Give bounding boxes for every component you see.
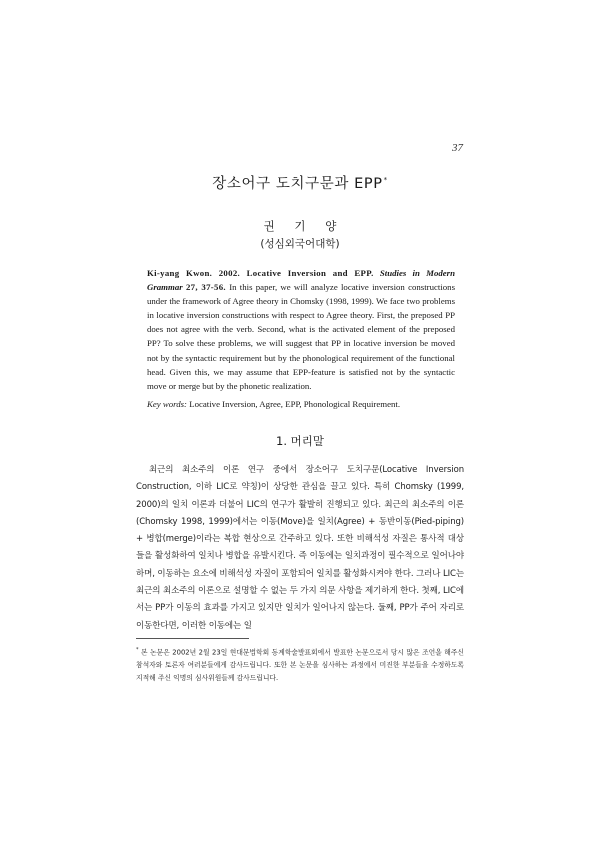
abstract-citation: Ki-yang Kwon. 2002. Locative Inversion and EPP. bbox=[147, 268, 374, 278]
author-affiliation: (성심외국어대학) bbox=[260, 238, 340, 250]
footnote-mark: * bbox=[136, 647, 139, 653]
footnote-text: 본 논문은 2002년 2월 23일 현대문법학회 동계학술발표회에서 발표한 논문으로서 당시 많은 조언을 해주신 참석자와 토론자 여러분들에게 감사드립니다. 또한 본 논문을 심사하는 과정에서 미진한 부분들을 수정하도록 지적해 주신 익명의 심사위원들께 감사드립니다. bbox=[136, 648, 464, 683]
title-text: 장소어구 도치구문과 EPP bbox=[212, 176, 383, 192]
keywords-text: Locative Inversion, Agree, EPP, Phonological Requirement. bbox=[189, 399, 401, 409]
footnote bbox=[136, 644, 464, 685]
keywords bbox=[147, 397, 455, 411]
abstract-text: In this paper, we will analyze locative inversion constructions under the framework of Agree theory in Chomsky (1998, 1999). We face two problems in locative inversion constructions with respect to Agree theory. First, the preposed PP does not agree with the verb. Second, what is the activated element of the preposed PP? To solve these problems, we will suggest that PP in locative inversion be moved not by the syntactic requirement but by the phonological requirement of the functional head. Given this, we may assume that EPP-feature is satisfied not by the syntactic move or merge but by the phonetic realization. bbox=[147, 282, 455, 391]
section-heading: 1. 머리말 bbox=[276, 434, 324, 448]
abstract bbox=[147, 266, 455, 393]
author-name: 권 기 양 bbox=[263, 219, 337, 233]
paper-title bbox=[0, 172, 600, 193]
abstract-journal: Studies in Modern Grammar bbox=[147, 268, 455, 293]
abstract-volume: 27, 37-56. bbox=[185, 282, 226, 293]
footnote-divider bbox=[136, 638, 249, 639]
keywords-label: Key words: bbox=[147, 399, 187, 409]
page-number: 37 bbox=[452, 142, 463, 154]
title-footnote-mark: * bbox=[383, 176, 388, 185]
body-paragraph: 최근의 최소주의 이론 연구 중에서 장소어구 도치구문(Locative Inversion Construction, 이하 LIC로 약칭)이 상당한 관심을 끌고 있다. 특히 Chomsky (1999, 2000)의 일치 이론과 더불어 LIC의 연구가 활발히 진행되고 있다. 최근의 최소주의 이론(Chomsky 1998, 1999)에서는 이동(Move)을 일치(Agree) + 동반이동(Pied-piping) + 병합(merge)이라는 복합 현상으로 간주하고 있다. 또한 비해석성 자질은 통사적 대상들을 활성화하여 일치나 병합을 유발시킨다. 즉 이동에는 일치과정이 필수적으로 일어나야 하며, 이동하는 요소에 비해석성 자질이 포함되어 일치를 활성화시켜야 한다. 그러나 LIC는 최근의 최소주의 이론으로 설명할 수 없는 두 가지 의문 사항을 제기하게 한다. 첫째, LIC에서는 PP가 이동의 효과를 가지고 있지만 일치가 일어나지 않는다. 둘째, PP가 주어 자리로 이동한다면, 이러한 이동에는 일 bbox=[136, 465, 464, 631]
